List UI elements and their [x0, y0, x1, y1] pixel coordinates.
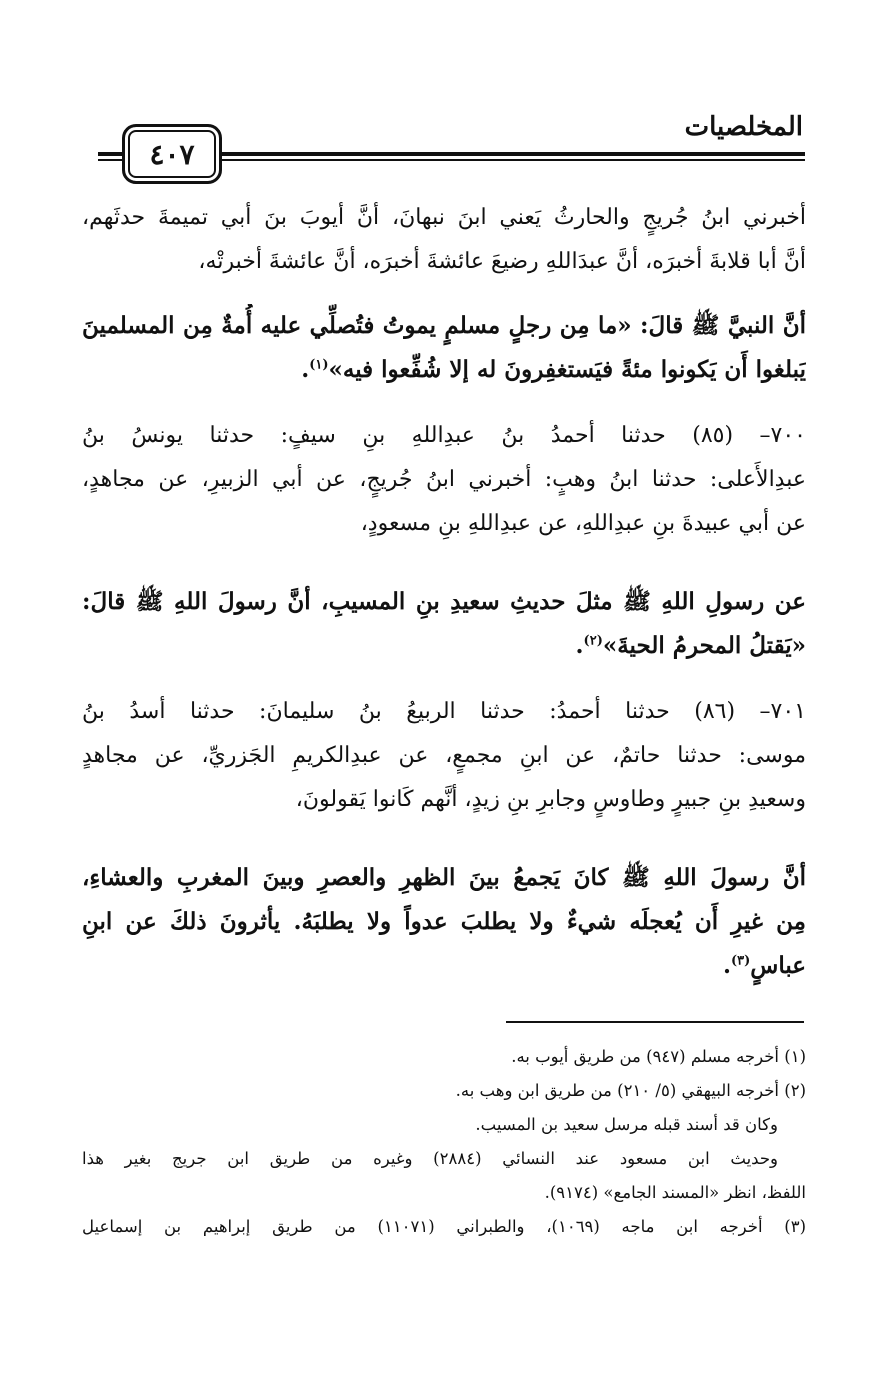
paragraph-line-final [82, 944, 806, 988]
footnote-ref-3: (٣) [730, 953, 751, 969]
line-end: . [301, 356, 310, 383]
page-number-badge [122, 124, 222, 184]
paragraph-line: مِن غيرِ أَن يُعجلَه شيءٌ ولا يطلبَ عدواً ولا يطلبَهُ. يأثرونَ ذلكَ عن ابنِ [82, 908, 806, 935]
footnote-ref-2: (٢) [583, 633, 603, 649]
paragraph-4-hadith [82, 580, 806, 668]
paragraph-line: أنَّ رسولَ اللهِ ﷺ كانَ يَجمعُ بينَ الظهرِ والعصرِ وبينَ المغربِ والعشاءِ، [82, 864, 806, 891]
footnote-separator [506, 1021, 804, 1023]
line-text: يَبلغوا أَن يَكونوا مئةً فيَستغفِرونَ له إلا شُفِّعوا فيه» [328, 356, 806, 383]
page-number: ٤٠٧ [149, 137, 195, 171]
paragraph-line: وسعيدِ بنِ جبيرٍ وطاوسٍ وجابرِ بنِ زيدٍ، أنَّهم كَانوا يَقولونَ، [295, 787, 806, 812]
paragraph-line: أخبرني ابنُ جُريجٍ والحارثُ يَعني ابنَ نبهانَ، أنَّ أيوبَ بنَ أبي تميمةَ حدثَهم، [82, 205, 806, 230]
paragraph-line: عبدِالأَعلى: حدثنا ابنُ وهبٍ: أخبرني ابنُ جُريجٍ، عن أبي الزبيرِ، عن مجاهدٍ، [82, 467, 806, 492]
paragraph-line: ٧٠٠– (٨٥) حدثنا أحمدُ بنُ عبدِاللهِ بنِ سيفٍ: حدثنا يونسُ بنُ [82, 423, 806, 448]
paragraph-line: أنَّ النبيَّ ﷺ قالَ: «ما مِن رجلٍ مسلمٍ يموتُ فتُصلِّي عليه أُمةٌ مِن المسلمينَ [82, 312, 806, 339]
paragraph-1 [82, 196, 806, 284]
running-title: المخلصيات [684, 112, 803, 142]
paragraph-line: أنَّ أبا قلابةَ أخبرَه، أنَّ عبدَاللهِ رضيعَ عائشةَ أخبرَه، أنَّ عائشةَ أخبرتْه، [198, 249, 806, 274]
footnote-line: اللفظ، انظر «المسند الجامع» (٩١٧٤). [544, 1183, 806, 1202]
paragraph-line: عن رسولِ اللهِ ﷺ مثلَ حديثِ سعيدِ بنِ المسيبِ، أنَّ رسولَ اللهِ ﷺ قالَ: [82, 588, 806, 615]
line-text: عباسٍ [750, 952, 806, 979]
footnote-line: (٢) أخرجه البيهقي (٥/ ٢١٠) من طريق ابن وهب به. [455, 1081, 806, 1100]
paragraph-5-isnad-701 [82, 690, 806, 822]
paragraph-line-final [82, 624, 806, 668]
footnote-line: (١) أخرجه مسلم (٩٤٧) من طريق أيوب به. [511, 1047, 806, 1066]
paragraph-6-hadith [82, 856, 806, 988]
footnote-ref-1: (١) [309, 357, 329, 373]
paragraph-line-final [82, 348, 806, 392]
line-text: «يَقتلُ المحرمُ الحيةَ» [602, 632, 806, 659]
paragraph-line: ٧٠١– (٨٦) حدثنا أحمدُ: حدثنا الربيعُ بنُ سليمانَ: حدثنا أسدُ بنُ [82, 699, 806, 724]
paragraph-2-hadith [82, 304, 806, 392]
footnote-line: وكان قد أسند قبله مرسل سعيد بن المسيب. [475, 1115, 778, 1134]
footnote-line: وحديث ابن مسعود عند النسائي (٢٨٨٤) وغيره من طريق ابن جريج بغير هذا [82, 1149, 778, 1168]
paragraph-line: موسى: حدثنا حاتمٌ، عن ابنِ مجمعٍ، عن عبدِالكريمِ الجَزريِّ، عن مجاهدٍ [82, 743, 806, 768]
footnote-line: (٣) أخرجه ابن ماجه (١٠٦٩)، والطبراني (١١٠٧١) من طريق إبراهيم بن إسماعيل [82, 1217, 806, 1236]
line-end: . [575, 632, 584, 659]
paragraph-3-isnad-700 [82, 414, 806, 546]
footnotes [82, 1040, 806, 1244]
line-end: . [722, 952, 731, 979]
paragraph-line: عن أبي عبيدةَ بنِ عبدِاللهِ، عن عبدِاللهِ بنِ مسعودٍ، [360, 511, 806, 536]
